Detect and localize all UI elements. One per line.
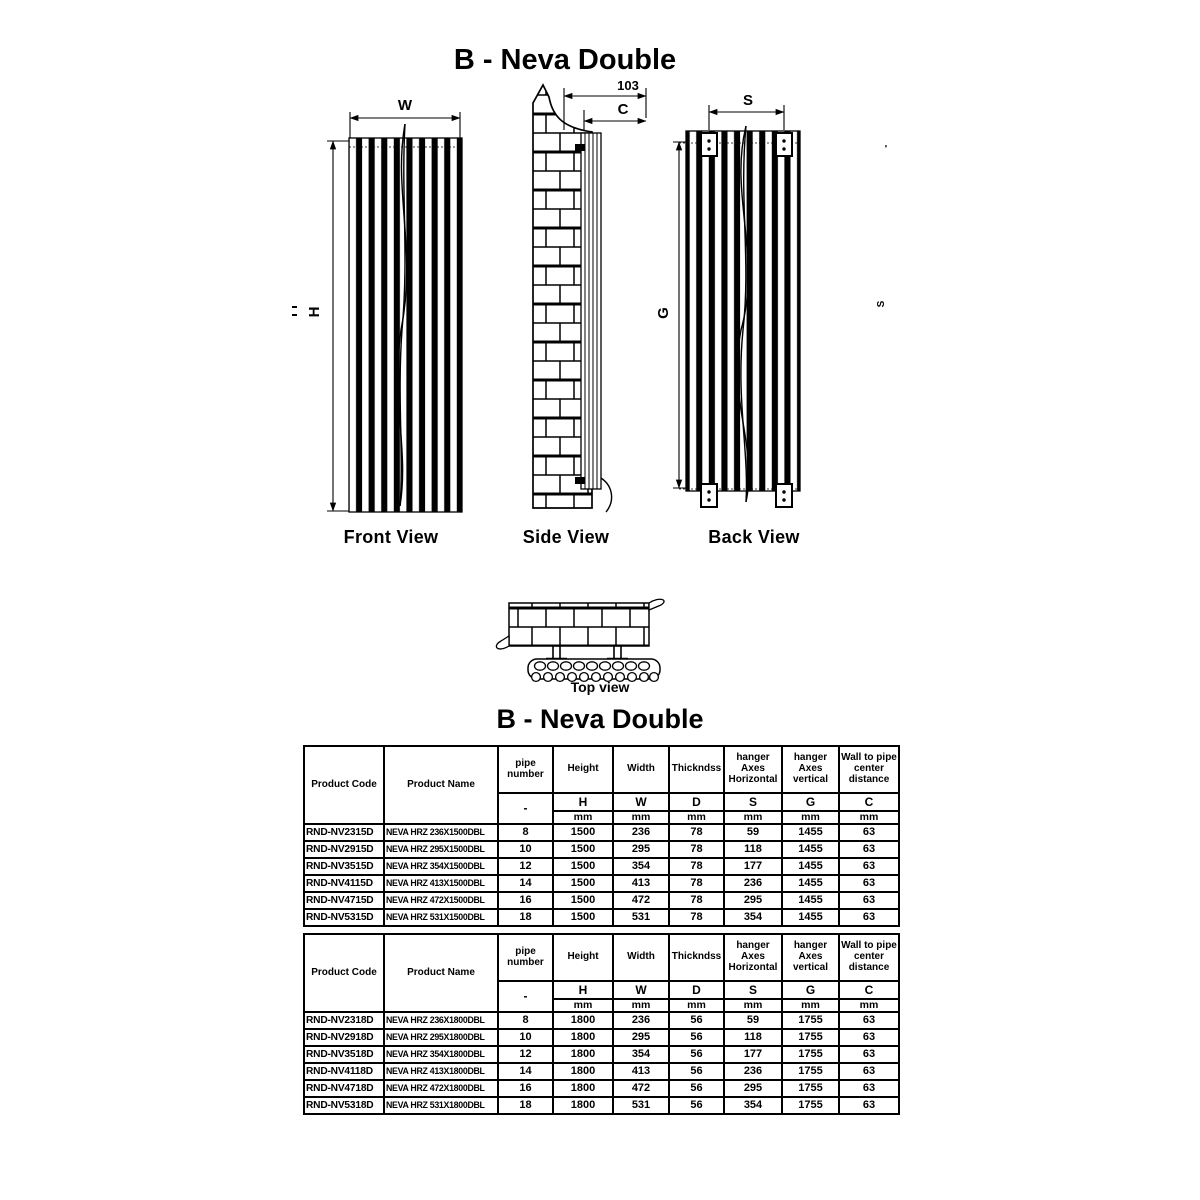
header-row — [304, 746, 899, 793]
cell-product-code: RND-NV2315D — [304, 824, 384, 841]
cell-hanger-axes-vertical: 1455 — [782, 892, 839, 909]
centerline-tick — [292, 306, 297, 308]
cell-product-code: RND-NV5318D — [304, 1097, 384, 1114]
back-radiator-tubes — [686, 131, 800, 491]
depth-extension-lines — [564, 88, 646, 131]
cell-hanger-axes-horizontal: 354 — [724, 909, 782, 926]
cell-height: 1500 — [553, 841, 613, 858]
front-view-label: Front View — [343, 527, 439, 547]
cell-hanger-axes-horizontal: 118 — [724, 1029, 782, 1046]
cell-product-name: NEVA HRZ 354X1500DBL — [384, 858, 498, 875]
cell-height: 1800 — [553, 1029, 613, 1046]
cell-wall-to-pipe-distance: 63 — [839, 892, 899, 909]
cell-pipe-number: 10 — [498, 841, 553, 858]
cell-pipe-number: 10 — [498, 1029, 553, 1046]
cell-hanger-axes-horizontal: 118 — [724, 841, 782, 858]
cell-product-code: RND-NV4118D — [304, 1063, 384, 1080]
top-view-brackets — [546, 646, 628, 659]
column-header-hanger-axes-horizontal: hanger Axes Horizontal — [724, 934, 782, 981]
hanger-bracket-top-right — [776, 133, 792, 156]
cell-pipe-number: 8 — [498, 1012, 553, 1029]
front-view-drawing — [292, 97, 462, 547]
column-header-thickness: Thickndss — [669, 934, 724, 981]
table-row — [304, 824, 899, 841]
page-title: B - Neva Double — [453, 44, 677, 76]
cell-height: 1800 — [553, 1046, 613, 1063]
cell-pipe-number: 16 — [498, 1080, 553, 1097]
cell-thickness: 56 — [669, 1097, 724, 1114]
cell-thickness: 78 — [669, 824, 724, 841]
cell-hanger-axes-horizontal: 236 — [724, 1063, 782, 1080]
front-radiator-tubes — [349, 138, 462, 512]
cell-pipe-number: 16 — [498, 892, 553, 909]
cell-hanger-axes-horizontal: 354 — [724, 1097, 782, 1114]
cell-hanger-axes-horizontal: 236 — [724, 875, 782, 892]
cell-height: 1500 — [553, 909, 613, 926]
cell-product-code: RND-NV2318D — [304, 1012, 384, 1029]
dim-label-w: W — [397, 97, 413, 114]
cell-thickness: 56 — [669, 1080, 724, 1097]
cell-pipe-number: 18 — [498, 1097, 553, 1114]
cell-thickness: 56 — [669, 1046, 724, 1063]
table-row — [304, 1063, 899, 1080]
table-row — [304, 858, 899, 875]
symbol-thickness: D — [669, 793, 724, 811]
cell-height: 1500 — [553, 824, 613, 841]
table-section-title: B - Neva Double — [496, 704, 704, 734]
hanger-bracket-bottom-right — [776, 484, 792, 507]
cell-pipe-number: 8 — [498, 824, 553, 841]
column-header-width: Width — [613, 934, 669, 981]
cell-product-code: RND-NV4115D — [304, 875, 384, 892]
side-view-drawing — [523, 78, 646, 547]
cell-wall-to-pipe-distance: 63 — [839, 824, 899, 841]
column-header-product-code: Product Code — [304, 746, 384, 824]
unit-height: mm — [553, 999, 613, 1012]
unit-hanger-axes-horizontal: mm — [724, 999, 782, 1012]
dim-label-103: 103 — [617, 78, 639, 93]
cell-hanger-axes-vertical: 1455 — [782, 909, 839, 926]
cell-product-name: NEVA HRZ 236X1800DBL — [384, 1012, 498, 1029]
cell-thickness: 56 — [669, 1012, 724, 1029]
cell-wall-to-pipe-distance: 63 — [839, 1063, 899, 1080]
cell-width: 531 — [613, 909, 669, 926]
table-row — [304, 1046, 899, 1063]
wall-bracket-top — [575, 144, 585, 151]
column-header-product-name: Product Name — [384, 746, 498, 824]
symbol-pipe-number: - — [498, 793, 553, 824]
symbol-hanger-axes-vertical: G — [782, 793, 839, 811]
cell-product-code: RND-NV2915D — [304, 841, 384, 858]
table-row — [304, 1080, 899, 1097]
unit-thickness: mm — [669, 811, 724, 824]
table-row — [304, 875, 899, 892]
cell-width: 472 — [613, 1080, 669, 1097]
dim-label-h: H — [306, 306, 323, 318]
unit-thickness: mm — [669, 999, 724, 1012]
edge-tick-mark: ' — [884, 144, 888, 155]
cell-thickness: 78 — [669, 841, 724, 858]
column-header-height: Height — [553, 746, 613, 793]
cell-width: 295 — [613, 841, 669, 858]
cell-height: 1800 — [553, 1012, 613, 1029]
cell-hanger-axes-vertical: 1755 — [782, 1029, 839, 1046]
table-row — [304, 909, 899, 926]
side-radiator-profile — [581, 133, 601, 489]
cell-wall-to-pipe-distance: 63 — [839, 1029, 899, 1046]
cell-width: 354 — [613, 1046, 669, 1063]
cell-product-name: NEVA HRZ 531X1500DBL — [384, 909, 498, 926]
cell-wall-to-pipe-distance: 63 — [839, 858, 899, 875]
h-extension-ticks — [327, 141, 350, 511]
cell-product-name: NEVA HRZ 413X1800DBL — [384, 1063, 498, 1080]
unit-hanger-axes-vertical: mm — [782, 999, 839, 1012]
cell-hanger-axes-vertical: 1755 — [782, 1046, 839, 1063]
symbol-hanger-axes-horizontal: S — [724, 793, 782, 811]
cell-wall-to-pipe-distance: 63 — [839, 1097, 899, 1114]
column-header-product-code: Product Code — [304, 934, 384, 1012]
cell-product-name: NEVA HRZ 236X1500DBL — [384, 824, 498, 841]
cell-width: 413 — [613, 1063, 669, 1080]
cell-height: 1800 — [553, 1063, 613, 1080]
top-view-wall — [509, 603, 649, 646]
back-view-drawing — [655, 92, 800, 547]
cell-hanger-axes-horizontal: 59 — [724, 824, 782, 841]
cell-hanger-axes-horizontal: 59 — [724, 1012, 782, 1029]
column-header-hanger-axes-vertical: hanger Axes vertical — [782, 746, 839, 793]
symbol-hanger-axes-vertical: G — [782, 981, 839, 999]
symbol-wall-to-pipe-distance: C — [839, 793, 899, 811]
cell-hanger-axes-vertical: 1755 — [782, 1097, 839, 1114]
unit-hanger-axes-vertical: mm — [782, 811, 839, 824]
cell-pipe-number: 14 — [498, 1063, 553, 1080]
cell-pipe-number: 14 — [498, 875, 553, 892]
cell-pipe-number: 18 — [498, 909, 553, 926]
column-header-pipe-number: pipe number — [498, 934, 553, 981]
dim-label-s: S — [742, 92, 754, 109]
symbol-thickness: D — [669, 981, 724, 999]
edge-s-mark: S — [876, 300, 887, 308]
cell-height: 1800 — [553, 1080, 613, 1097]
cell-product-name: NEVA HRZ 354X1800DBL — [384, 1046, 498, 1063]
unit-hanger-axes-horizontal: mm — [724, 811, 782, 824]
centerline-tick — [292, 314, 297, 316]
symbol-width: W — [613, 981, 669, 999]
cell-width: 531 — [613, 1097, 669, 1114]
cell-pipe-number: 12 — [498, 1046, 553, 1063]
header-row — [304, 934, 899, 981]
column-header-hanger-axes-horizontal: hanger Axes Horizontal — [724, 746, 782, 793]
cell-wall-to-pipe-distance: 63 — [839, 909, 899, 926]
cell-thickness: 56 — [669, 1029, 724, 1046]
unit-width: mm — [613, 811, 669, 824]
cell-height: 1500 — [553, 858, 613, 875]
column-header-height: Height — [553, 934, 613, 981]
spec-table-1500 — [303, 745, 900, 927]
cell-hanger-axes-horizontal: 177 — [724, 1046, 782, 1063]
top-view-label: Top view — [570, 679, 630, 695]
table-row — [304, 1012, 899, 1029]
cell-wall-to-pipe-distance: 63 — [839, 1046, 899, 1063]
table-row — [304, 892, 899, 909]
cell-width: 236 — [613, 824, 669, 841]
cell-hanger-axes-vertical: 1455 — [782, 858, 839, 875]
symbol-width: W — [613, 793, 669, 811]
cell-width: 295 — [613, 1029, 669, 1046]
hanger-bracket-bottom-left — [701, 484, 717, 507]
cell-product-name: NEVA HRZ 472X1800DBL — [384, 1080, 498, 1097]
cell-width: 472 — [613, 892, 669, 909]
cell-height: 1500 — [553, 875, 613, 892]
cell-height: 1800 — [553, 1097, 613, 1114]
column-header-hanger-axes-vertical: hanger Axes vertical — [782, 934, 839, 981]
cell-hanger-axes-vertical: 1455 — [782, 841, 839, 858]
cell-product-code: RND-NV5315D — [304, 909, 384, 926]
spec-table-1800 — [303, 933, 900, 1115]
dim-label-g: G — [655, 307, 672, 319]
top-view-drawing — [496, 599, 664, 695]
cell-wall-to-pipe-distance: 63 — [839, 1080, 899, 1097]
cell-thickness: 78 — [669, 909, 724, 926]
unit-height: mm — [553, 811, 613, 824]
hanger-bracket-top-left — [701, 133, 717, 156]
cell-thickness: 78 — [669, 875, 724, 892]
cell-product-name: NEVA HRZ 472X1500DBL — [384, 892, 498, 909]
table-row — [304, 841, 899, 858]
column-header-product-name: Product Name — [384, 934, 498, 1012]
cell-product-code: RND-NV3518D — [304, 1046, 384, 1063]
cell-hanger-axes-horizontal: 295 — [724, 1080, 782, 1097]
column-header-pipe-number: pipe number — [498, 746, 553, 793]
cell-product-name: NEVA HRZ 295X1500DBL — [384, 841, 498, 858]
unit-wall-to-pipe-distance: mm — [839, 999, 899, 1012]
wall-break-left — [496, 636, 509, 649]
cell-product-name: NEVA HRZ 531X1800DBL — [384, 1097, 498, 1114]
pipe-elbow — [601, 478, 612, 512]
cell-thickness: 78 — [669, 858, 724, 875]
cell-width: 354 — [613, 858, 669, 875]
cell-hanger-axes-vertical: 1455 — [782, 824, 839, 841]
cell-product-name: NEVA HRZ 295X1800DBL — [384, 1029, 498, 1046]
wall-break-right — [649, 599, 664, 610]
cell-product-code: RND-NV2918D — [304, 1029, 384, 1046]
cell-height: 1500 — [553, 892, 613, 909]
cell-product-name: NEVA HRZ 413X1500DBL — [384, 875, 498, 892]
cell-hanger-axes-horizontal: 295 — [724, 892, 782, 909]
unit-wall-to-pipe-distance: mm — [839, 811, 899, 824]
table-row — [304, 1097, 899, 1114]
cell-wall-to-pipe-distance: 63 — [839, 875, 899, 892]
cell-thickness: 78 — [669, 892, 724, 909]
column-header-width: Width — [613, 746, 669, 793]
cell-hanger-axes-vertical: 1755 — [782, 1012, 839, 1029]
cell-wall-to-pipe-distance: 63 — [839, 841, 899, 858]
cell-width: 413 — [613, 875, 669, 892]
cell-width: 236 — [613, 1012, 669, 1029]
cell-wall-to-pipe-distance: 63 — [839, 1012, 899, 1029]
cell-product-code: RND-NV4715D — [304, 892, 384, 909]
symbol-pipe-number: - — [498, 981, 553, 1012]
cell-hanger-axes-vertical: 1455 — [782, 875, 839, 892]
symbol-wall-to-pipe-distance: C — [839, 981, 899, 999]
table-row — [304, 1029, 899, 1046]
cell-hanger-axes-vertical: 1755 — [782, 1063, 839, 1080]
symbol-height: H — [553, 793, 613, 811]
column-header-thickness: Thickndss — [669, 746, 724, 793]
unit-width: mm — [613, 999, 669, 1012]
symbol-height: H — [553, 981, 613, 999]
cell-hanger-axes-horizontal: 177 — [724, 858, 782, 875]
cell-product-code: RND-NV4718D — [304, 1080, 384, 1097]
back-view-label: Back View — [708, 527, 800, 547]
cell-pipe-number: 12 — [498, 858, 553, 875]
cell-product-code: RND-NV3515D — [304, 858, 384, 875]
cell-thickness: 56 — [669, 1063, 724, 1080]
wall-bracket-bottom — [575, 477, 585, 484]
symbol-hanger-axes-horizontal: S — [724, 981, 782, 999]
cell-hanger-axes-vertical: 1755 — [782, 1080, 839, 1097]
column-header-wall-to-pipe-distance: Wall to pipe center distance — [839, 934, 899, 981]
column-header-wall-to-pipe-distance: Wall to pipe center distance — [839, 746, 899, 793]
side-view-label: Side View — [522, 527, 610, 547]
dim-label-c: C — [617, 101, 629, 118]
